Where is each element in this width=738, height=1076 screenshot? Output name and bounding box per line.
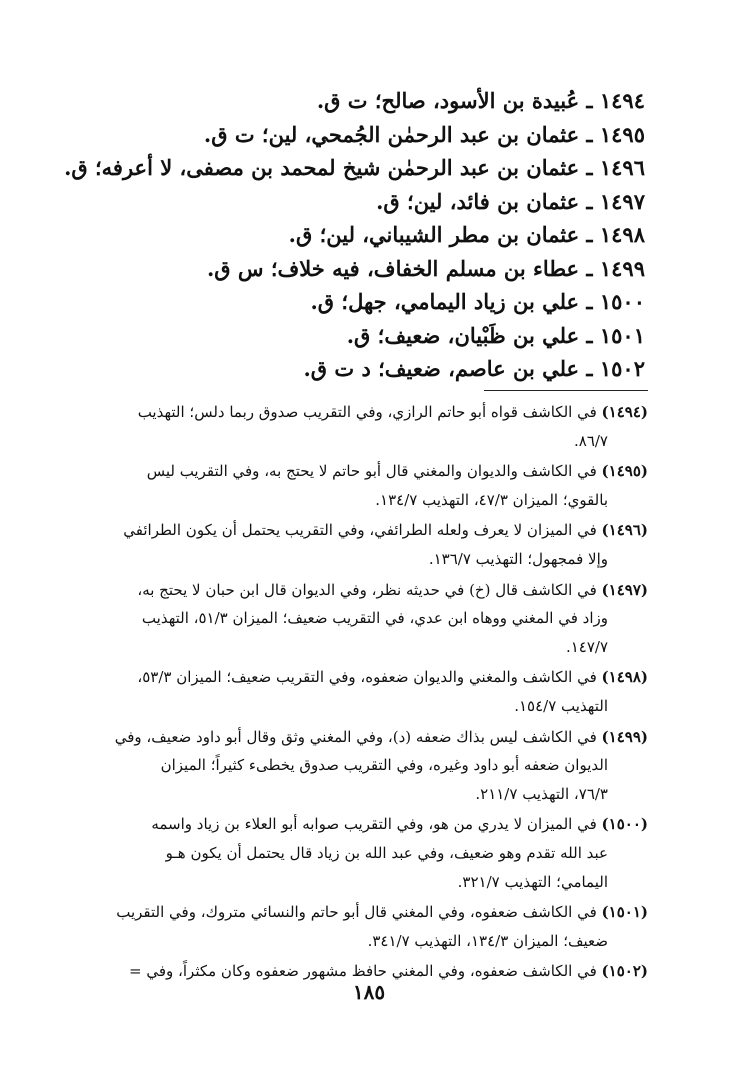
footnote-text: عبد الله تقدم وهو ضعيف، وفي عبد الله بن زياد قال يحتمل أن يكون هـو [165, 843, 608, 862]
footnote-1496 [84, 516, 648, 573]
entry-1495: ١٤٩٥ ـ عثمان بن عبد الرحمٰن الجُمحي، لين؛ ت ق. [203, 121, 645, 147]
footnote-1494 [84, 398, 648, 455]
footnote-number: (١٤٩٤) [601, 403, 648, 421]
footnote-text: ١٤٧/٧. [565, 637, 608, 656]
entry-1494: ١٤٩٤ ـ عُبيدة بن الأسود، صالح؛ ت ق. [316, 88, 645, 113]
footnote-text: وإلا فمجهول؛ التهذيب ١٣٦/٧. [428, 549, 608, 568]
footnote-1500 [84, 810, 648, 896]
footnote-divider [484, 390, 648, 391]
entries-list [45, 84, 645, 386]
footnote-text: الديوان ضعفه أبو داود وغيره، وفي التقريب صدوق يخطىء كثيراً؛ الميزان [160, 756, 608, 775]
footnote-text: ٧٦/٣، التهذيب ٢١١/٧. [475, 784, 608, 803]
footnote-text: بالقوي؛ الميزان ٤٧/٣، التهذيب ١٣٤/٧. [375, 490, 608, 509]
footnote-1495 [84, 457, 648, 514]
footnote-number: (١٤٩٩) [601, 727, 648, 746]
footnote-1499 [84, 723, 648, 809]
entry-1496: ١٤٩٦ ـ عثمان بن عبد الرحمٰن شيخ لمحمد بن مصفى، لا أعرفه؛ ق. [64, 155, 645, 180]
footnote-text: اليمامي؛ التهذيب ٣٢١/٧. [457, 872, 608, 891]
page-number: ١٨٥ [352, 980, 386, 1004]
footnote-text: في الكاشف ضعفوه، وفي المغني قال أبو حاتم والنسائي متروك، وفي التقريب [116, 903, 597, 922]
footnote-text: وزاد في المغني ووهاه ابن عدي، في التقريب ضعيف؛ الميزان ٥١/٣، التهذيب [141, 609, 608, 628]
footnote-number: (١٤٩٥) [601, 462, 648, 481]
entry-1500: ١٥٠٠ ـ علي بن زياد اليمامي، جهل؛ ق. [310, 289, 645, 314]
footnote-text: في الكاشف ضعفوه، وفي المغني حافظ مشهور ضعفوه وكان مكثراً، وفي = [129, 962, 597, 981]
footnote-text: في الكاشف والمغني والديوان ضعفوه، وفي التقريب ضعيف؛ الميزان ٥٣/٣، [137, 668, 597, 687]
entry-1499: ١٤٩٩ ـ عطاء بن مسلم الخفاف، فيه خلاف؛ س ق. [206, 255, 645, 281]
footnote-text: في الكاشف قواه أبو حاتم الرازي، وفي التقريب صدوق ربما دلس؛ التهذيب [137, 403, 597, 421]
entry-1498: ١٤٩٨ ـ عثمان بن مطر الشيباني، لين؛ ق. [288, 222, 645, 247]
footnote-text: التهذيب ١٥٤/٧. [514, 696, 608, 715]
footnote-text: في الكاشف قال (خ) في حديثه نظر، وفي الديوان قال ابن حبان لا يحتج به، [137, 580, 597, 599]
footnote-number: (١٥٠٠) [601, 815, 648, 834]
entry-1501: ١٥٠١ ـ علي بن ظَبْيان، ضعيف؛ ق. [346, 322, 645, 348]
entry-1502: ١٥٠٢ ـ علي بن عاصم، ضعيف؛ د ت ق. [303, 356, 645, 381]
footnote-1497 [84, 576, 648, 662]
entry-1497: ١٤٩٧ ـ عثمان بن فائد، لين؛ ق. [376, 188, 645, 214]
footnote-text: في الميزان لا يدري من هو، وفي التقريب صوابه أبو العلاء بن زياد واسمه [151, 815, 597, 834]
footnote-number: (١٤٩٦) [601, 521, 648, 540]
footnote-text: ضعيف؛ الميزان ١٣٤/٣، التهذيب ٣٤١/٧. [367, 931, 608, 950]
footnote-text: في الميزان لا يعرف ولعله الطرائفي، وفي التقريب يحتمل أن يكون الطرائفي [123, 521, 597, 540]
footnote-text: ٨٦/٧. [573, 431, 608, 450]
footnote-number: (١٥٠٢) [601, 962, 648, 981]
footnote-number: (١٥٠١) [601, 903, 648, 922]
footnote-1498 [84, 663, 648, 720]
footnote-number: (١٤٩٨) [601, 668, 648, 687]
footnote-text: في الكاشف ليس بذاك ضعفه (د)، وفي المغني وثق وقال أبو داود ضعيف، وفي [114, 727, 597, 746]
footnotes [84, 398, 648, 988]
footnote-1501 [84, 898, 648, 955]
footnote-number: (١٤٩٧) [601, 580, 648, 599]
footnote-text: في الكاشف والديوان والمغني قال أبو حاتم لا يحتج به، وفي التقريب ليس [146, 462, 597, 481]
